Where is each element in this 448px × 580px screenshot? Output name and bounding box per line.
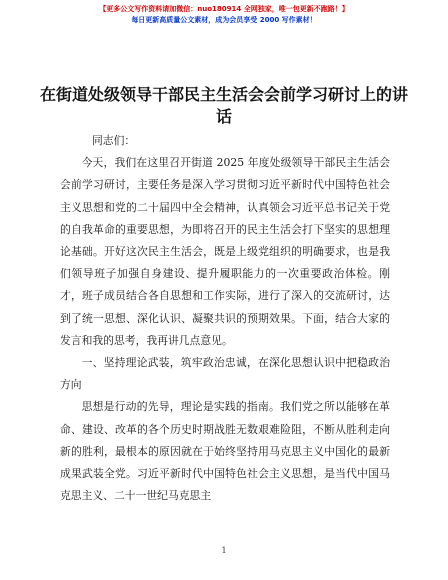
promo-banner: [0, 4, 448, 26]
document-title: 在街道处级领导干部民主生活会会前学习研讨上的讲话: [40, 85, 409, 126]
page-number: 1: [221, 546, 227, 555]
section-heading-1: 一、坚持理论武装，筑牢政治忠诚，在深化思想认识中把稳政治方向: [60, 356, 390, 392]
document-body: [60, 130, 390, 507]
promo-banner-line1: 【更多公文写作资料请加微信：nuo180914 全网独家，唯一包更新不跑路！】: [99, 5, 349, 13]
paragraph-intro: 今天，我们在这里召开街道 2025 年度处级领导干部民主生活会会前学习研讨，主要任务是深入学习贯彻习近平新时代中国特色社会主义思想和党的二十届四中全会精神，认真领会习近平总书记关于党的自我革命的重要思想，为即将召开的民主生活会打下坚实的思想理论基础。开好这次民主生活会，既是上级党组织的明确要求，也是我们领导班子加强自身建设、提升履职能力的一次重要政治体检。刚才，班子成员结合各自思想和工作实际，进行了深入的交流研讨，达到了统一思想、深化认识、凝聚共识的预期效果。下面，结合大家的发言和我的思考，我再讲几点意见。: [60, 156, 390, 347]
promo-banner-line2: 每日更新高质量公文素材，成为会员享受 2000 写作素材！: [131, 16, 317, 24]
paragraph-section-1: 思想是行动的先导，理论是实践的指南。我们党之所以能够在革命、建设、改革的各个历史时期战胜无数艰难险阻，不断从胜利走向新的胜利，最根本的原因就在于始终坚持用马克思主义中国化的最新成果武装全党。习近平新时代中国特色社会主义思想，是当代中国马克思主义、二十一世纪马克思主: [60, 400, 390, 503]
salutation: 同志们：: [92, 134, 136, 147]
